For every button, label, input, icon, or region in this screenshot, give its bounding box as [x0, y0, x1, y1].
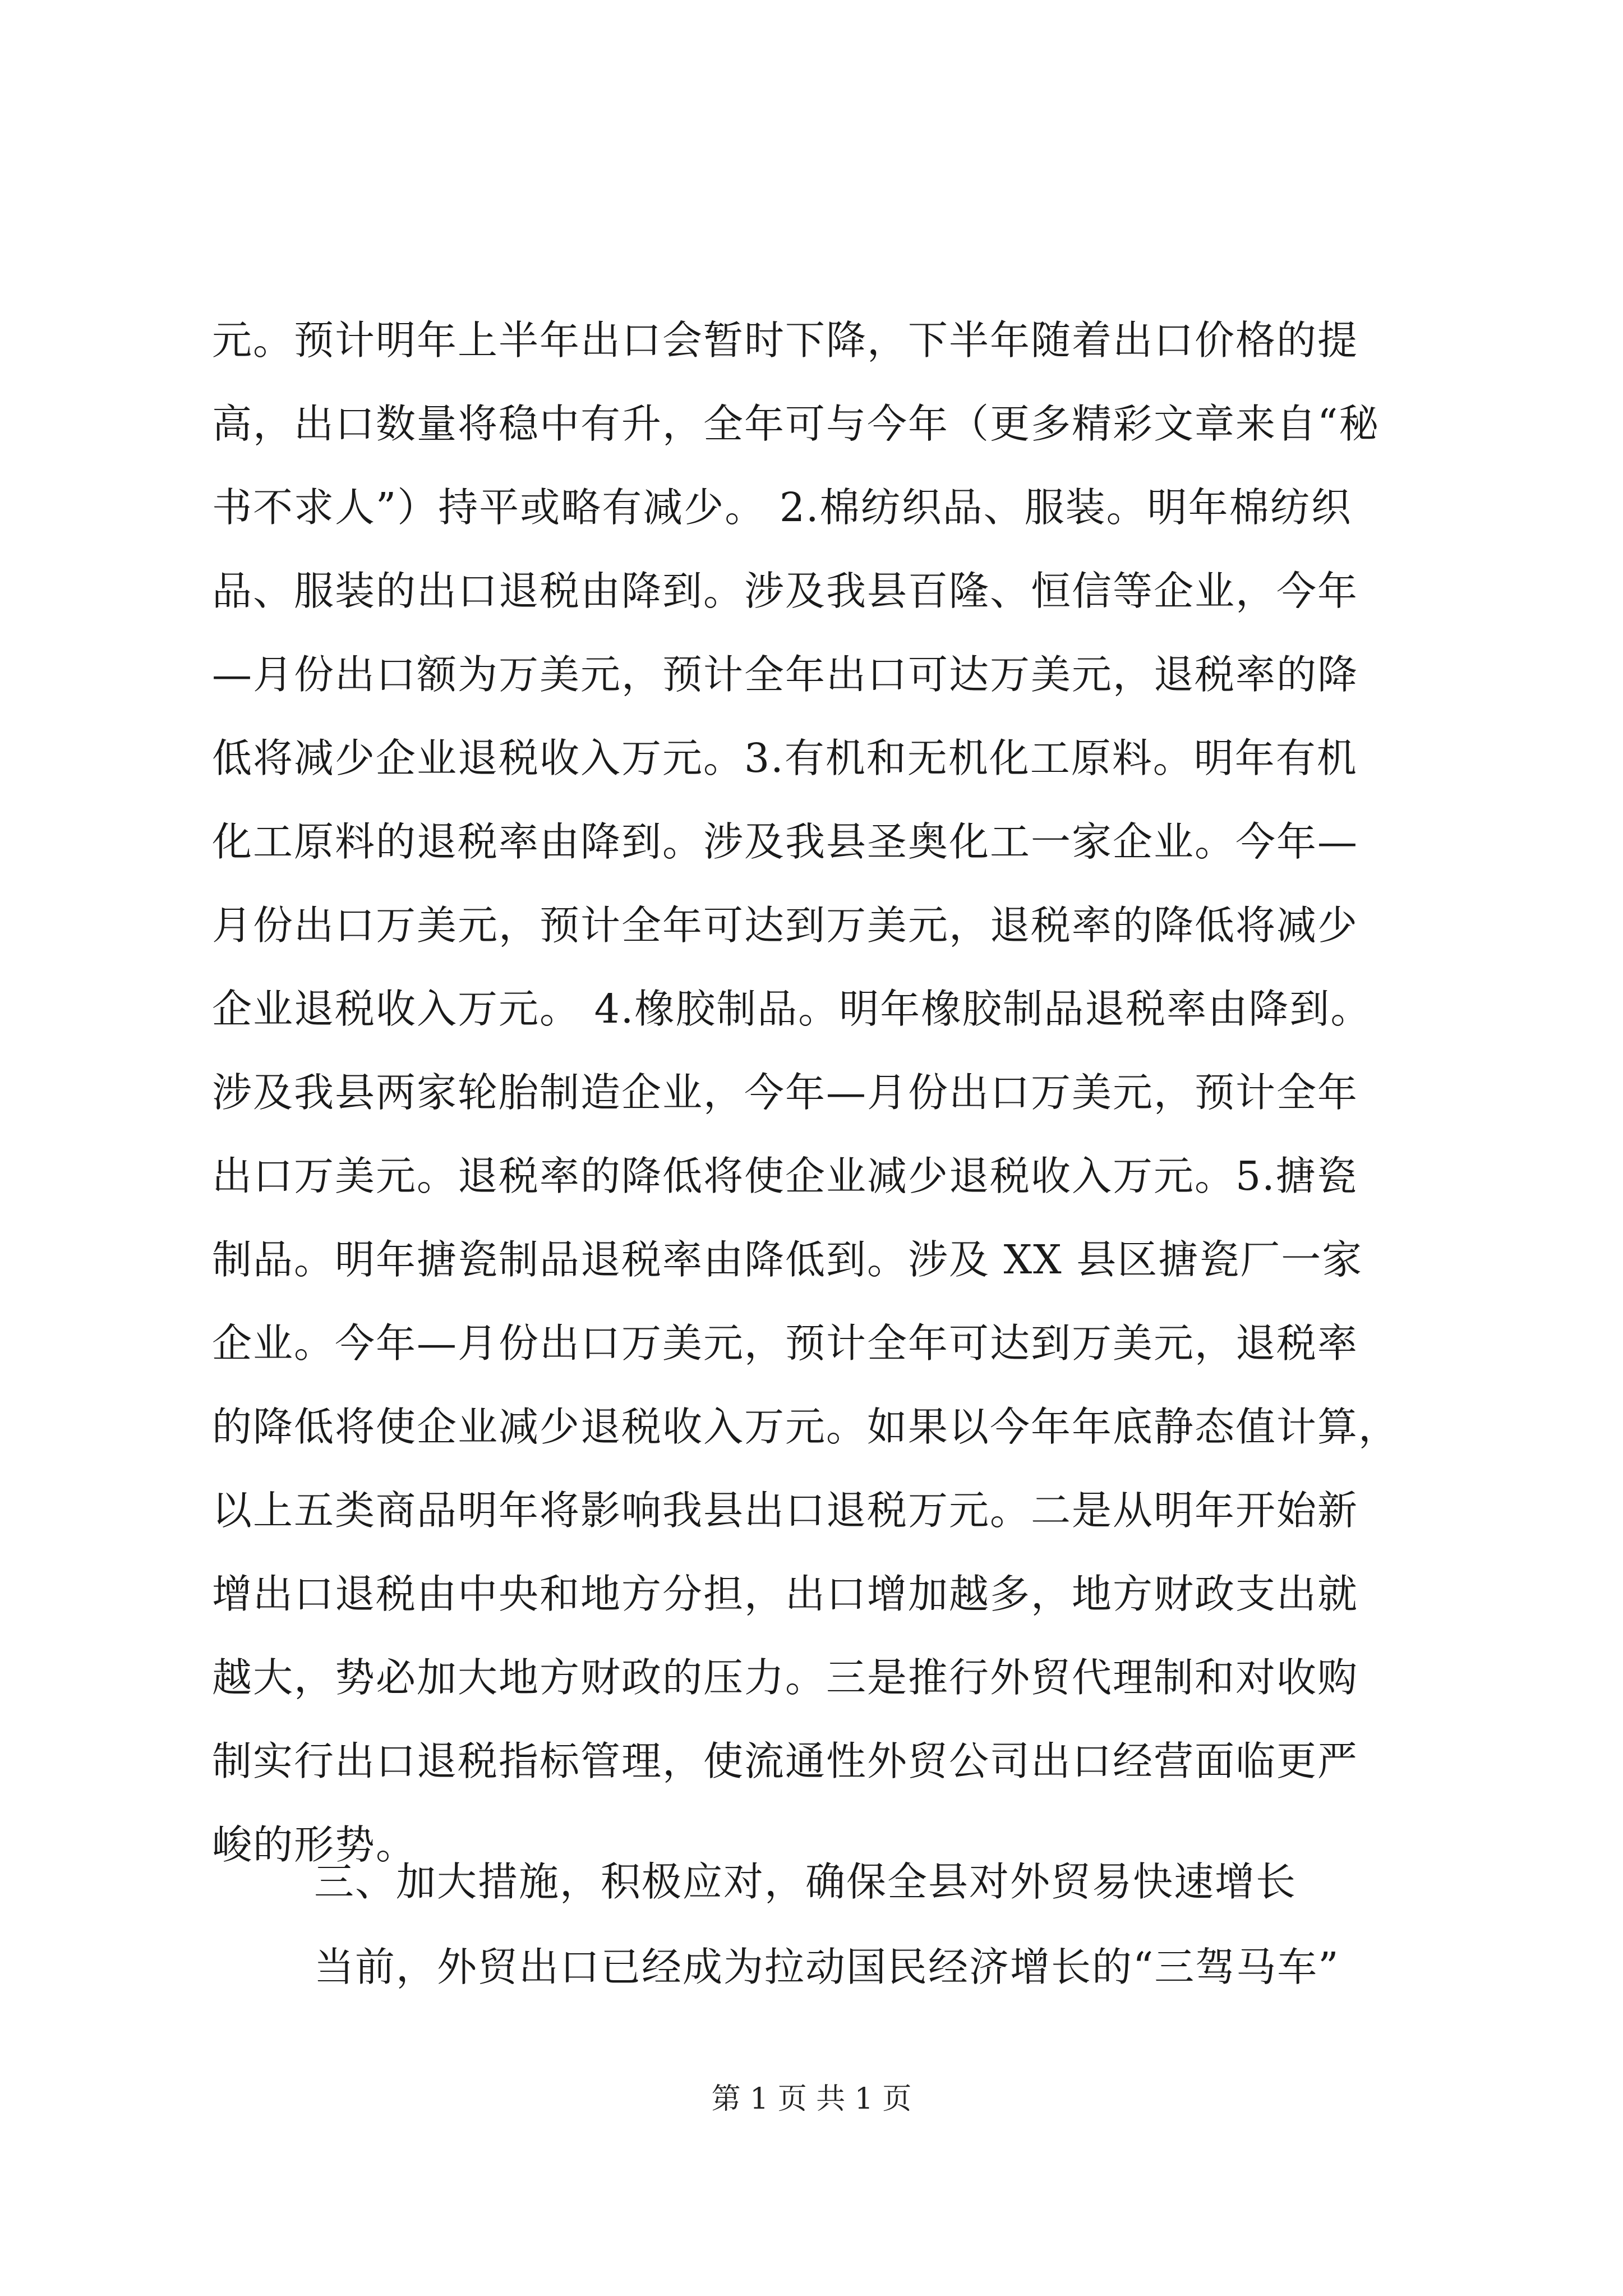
page-footer: 第 1 页 共 1 页	[711, 2082, 912, 2116]
text-line: 的降低将使企业减少退税收入万元。如果以今年年底静态值计算，	[212, 1404, 1400, 1450]
text-line: 涉及我县两家轮胎制造企业，今年—月份出口万美元，预计全年	[212, 1069, 1359, 1116]
text-line: 书不求人”）持平或略有减少。 2.棉纺织品、服装。明年棉纺织	[212, 484, 1352, 531]
text-line: 制实行出口退税指标管理，使流通性外贸公司出口经营面临更严	[212, 1738, 1359, 1784]
text-line: 高，出口数量将稳中有升，全年可与今年（更多精彩文章来自“秘	[212, 401, 1380, 447]
text-line: 以上五类商品明年将影响我县出口退税万元。二是从明年开始新	[212, 1487, 1359, 1534]
paragraph-start: 当前，外贸出口已经成为拉动国民经济增长的“三驾马车”	[314, 1944, 1340, 1990]
text-line: 企业。今年—月份出口万美元，预计全年可达到万美元，退税率	[212, 1320, 1359, 1366]
text-line: 元。预计明年上半年出口会暂时下降，下半年随着出口价格的提	[212, 317, 1359, 364]
text-line: 出口万美元。退税率的降低将使企业减少退税收入万元。5.搪瓷	[212, 1153, 1358, 1199]
text-line: 化工原料的退税率由降到。涉及我县圣奥化工一家企业。今年—	[212, 818, 1359, 865]
text-line: 品、服装的出口退税由降到。涉及我县百隆、恒信等企业，今年	[212, 568, 1359, 614]
text-line: —月份出口额为万美元，预计全年出口可达万美元，退税率的降	[212, 651, 1359, 698]
text-line: 越大，势必加大地方财政的压力。三是推行外贸代理制和对收购	[212, 1654, 1359, 1701]
text-line: 低将减少企业退税收入万元。3.有机和无机化工原料。明年有机	[212, 735, 1358, 781]
text-line: 制品。明年搪瓷制品退税率由降低到。涉及 XX 县区搪瓷厂一家	[212, 1236, 1363, 1283]
text-line: 企业退税收入万元。 4.橡胶制品。明年橡胶制品退税率由降到。	[212, 986, 1372, 1032]
body-paragraph	[212, 298, 1412, 1887]
text-line: 增出口退税由中央和地方分担，出口增加越多，地方财政支出就	[212, 1571, 1359, 1617]
text-line: 月份出口万美元，预计全年可达到万美元，退税率的降低将减少	[212, 902, 1359, 949]
section-heading: 三、加大措施，积极应对，确保全县对外贸易快速增长	[314, 1858, 1297, 1905]
text-line: 峻的形势。	[212, 1821, 417, 1868]
